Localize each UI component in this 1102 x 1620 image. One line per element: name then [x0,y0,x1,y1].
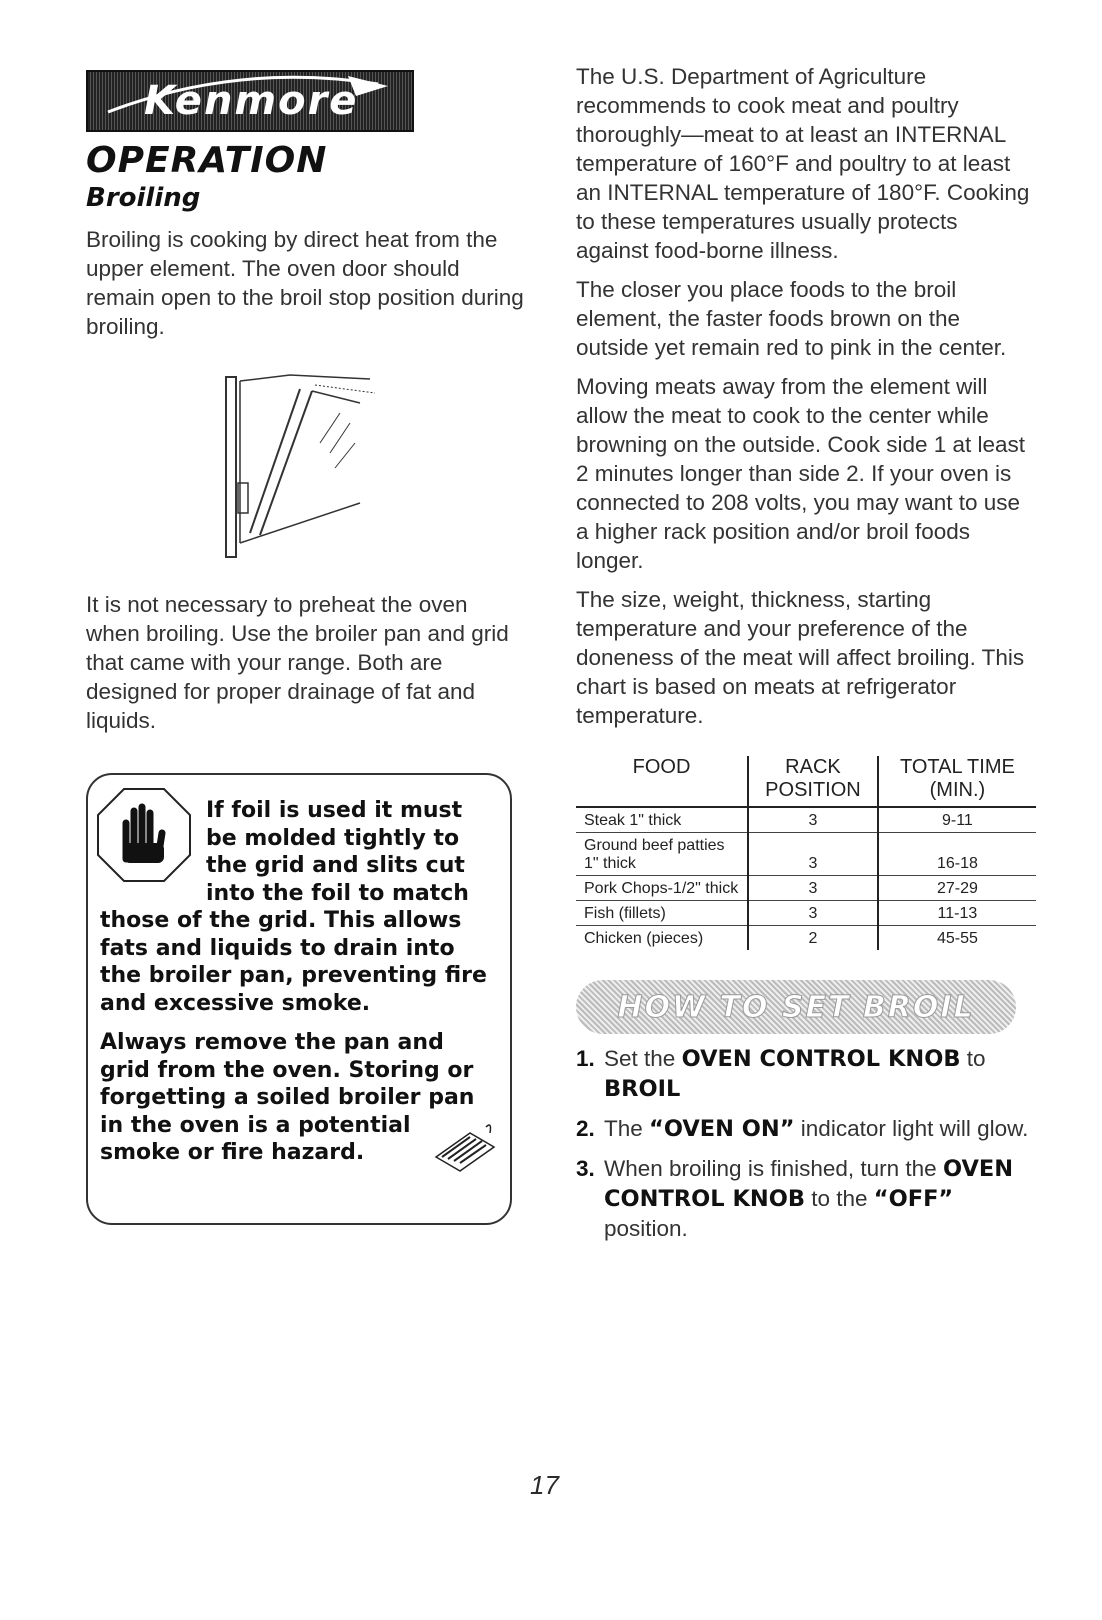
step-bold: “OVEN ON” [649,1116,795,1142]
cell-time: 16-18 [878,833,1036,876]
step-bold: BROIL [604,1076,681,1102]
step-3 [576,1154,1036,1243]
broiler-pan-icon [430,1121,500,1177]
cell-food: Fish (fillets) [584,905,666,922]
warning-text-lead: If foil is used it must be molded tightly to the grid and slits cut into the foil to match [206,798,469,906]
moving-meats-paragraph: Moving meats away from the element will allow the meat to cook to the center while browning on the outside. Cook side 1 at least 2 minutes longer than side 2. If your oven is connected to 208 volts, you may want to use a higher rack position and/or broil foods longer. [576,374,1026,573]
step-bold: OVEN CONTROL KNOB [681,1046,961,1072]
step-text: The [604,1116,650,1141]
header-time: TOTAL TIME (MIN.) [878,756,1036,807]
cell-rack: 2 [748,926,878,951]
table-row [576,807,1036,833]
cell-food: Steak 1" thick [584,812,682,829]
cell-food: Pork Chops-1/2" thick [584,880,739,897]
header-food: FOOD [632,756,691,778]
warning-text-remove-pan: Always remove the pan and grid from the oven. Storing or forgetting a soiled broiler pan in the oven is a potential smoke or fire hazard. [100,1030,475,1165]
banner-text: HOW TO SET BROIL [617,989,975,1025]
step-2 [576,1114,1036,1144]
broil-steps [576,1044,1036,1243]
intro-paragraph: Broiling is cooking by direct heat from the upper element. The oven door should remain open to the broil stop position during broiling. [86,227,524,339]
cell-food: Chicken (pieces) [584,930,704,947]
step-bold: “OFF” [873,1186,954,1212]
left-column [86,70,526,1225]
oven-door-icon [220,373,400,563]
size-weight-paragraph: The size, weight, thickness, starting temperature and your preference of the doneness of the meat will affect broiling. This chart is based on meats at refrigerator temperature. [576,587,1025,728]
warning-text-rest: those of the grid. This allows fats and liquids to drain into the broiler pan, preventing fire and excessive smoke. [100,908,487,1016]
cell-rack: 3 [748,901,878,926]
step-text: position. [604,1216,688,1241]
table-row [576,833,1036,876]
table-header-row [576,756,1036,807]
broil-table [576,756,1036,950]
how-to-set-broil-banner [576,980,1016,1034]
step-text: Set the [604,1046,682,1071]
table-row [576,926,1036,951]
subsection-title: Broiling [86,183,201,213]
cell-rack: 3 [748,833,878,876]
preheat-paragraph: It is not necessary to preheat the oven when broiling. Use the broiler pan and grid that came with your range. Both are designed for proper drainage of fat and liquids. [86,592,509,733]
usda-paragraph: The U.S. Department of Agriculture recommends to cook meat and poultry thoroughly—meat to at least an INTERNAL temperature of 160°F and poultry to at least an INTERNAL temperature of 180°F. Cooking to these temperatures usually protects against food-borne illness. [576,64,1030,263]
cell-food: Ground beef patties 1" thick [584,837,725,872]
table-row [576,876,1036,901]
cell-rack: 3 [748,876,878,901]
step-1 [576,1044,1036,1104]
foil-warning-box [86,773,512,1225]
right-column [576,62,1036,1253]
step-text: to [960,1046,986,1071]
page-number: 17 [530,1470,559,1500]
cell-time: 45-55 [878,926,1036,951]
table-row [576,901,1036,926]
step-text: When broiling is finished, turn the [604,1156,943,1181]
broil-chart [576,756,1036,950]
cell-rack: 3 [748,807,878,833]
step-number: 2. [576,1116,595,1141]
stop-hand-icon [96,787,192,883]
step-bold: OVEN CONTROL KNOB [604,1156,1014,1212]
cell-time: 11-13 [878,901,1036,926]
cell-time: 9-11 [878,807,1036,833]
kenmore-logo [86,70,414,132]
step-number: 3. [576,1156,595,1181]
step-text: indicator light will glow. [794,1116,1029,1141]
cell-time: 27-29 [878,876,1036,901]
step-text: to the [804,1186,874,1211]
logo-text: Kenmore [144,78,359,124]
section-title: OPERATION [86,140,328,181]
step-number: 1. [576,1046,595,1071]
closer-paragraph: The closer you place foods to the broil element, the faster foods brown on the outside yet remain red to pink in the center. [576,277,1007,360]
header-rack: RACK POSITION [748,756,878,807]
